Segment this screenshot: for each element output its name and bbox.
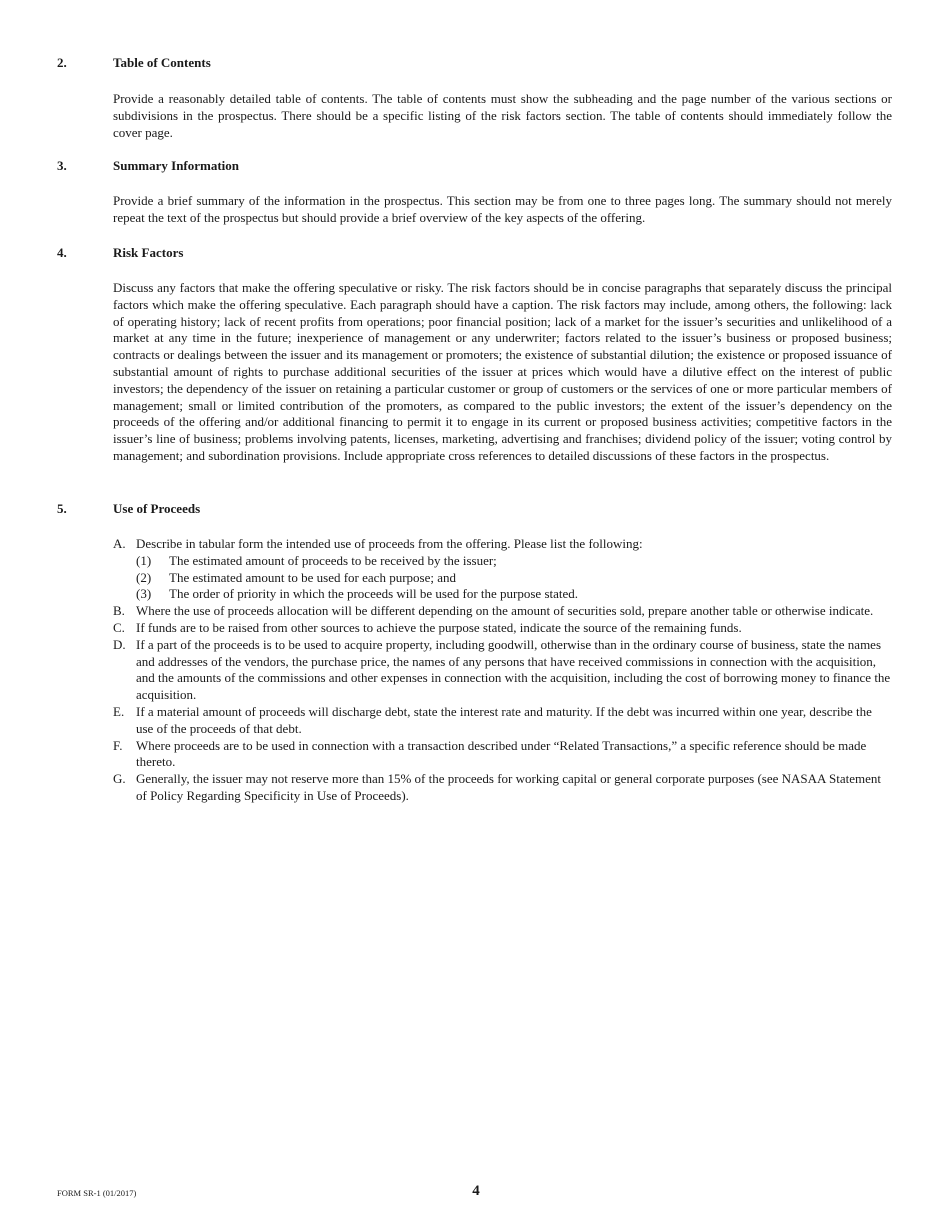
section-body: Provide a brief summary of the information in the prospectus. This section may be from one to three pages long. The summary should not merely repeat the text of the prospectus but should provide a brief overview of the key aspects of the offering. [113, 193, 892, 225]
sub-list-marker: (3) [136, 586, 152, 602]
sub-list-marker: (2) [136, 569, 152, 585]
section-title: Summary Information [113, 158, 240, 173]
sub-list-marker: (1) [136, 552, 152, 568]
sub-list-item-text: The estimated amount to be used for each purpose; and [169, 569, 456, 585]
section-number: 2. [57, 55, 67, 70]
list-item [113, 771, 892, 805]
list-item [113, 536, 892, 553]
list-marker: G. [113, 771, 126, 787]
sub-list-item [136, 570, 892, 587]
sub-list-item-text: The estimated amount of proceeds to be received by the issuer; [169, 552, 497, 568]
list-marker: B. [113, 603, 125, 619]
list-marker: A. [113, 536, 126, 551]
section-body: Provide a reasonably detailed table of contents. The table of contents must show the subheading and the page number of the various sections or subdivisions in the prospectus. There should be a specific listing of the risk factors section. The table of contents should immediately follow the cover page. [113, 91, 892, 140]
section-body: Discuss any factors that make the offering speculative or risky. The risk factors should be in concise paragraphs that separately discuss the principal factors which make the offering speculative. Each paragraph should have a caption. The risk factors may include, among others, the following: lack of operating history; lack of recent profits from operations; poor financial position; lack of a market for the issuer’s securities and unlikelihood of a market at any time in the future; inexperience of management or any underwriter; factors related to the issuer’s business or proposed business; contracts or dealings between the issuer and its management or promoters; the existence of substantial dilution; the existence or proposed issuance of substantial amount of rights to purchase additional securities of the issuer at prices which would have a dilutive effect on the interest of public investors; the dependency of the issuer on retaining a particular customer or group of customers or the services of one or more particular members of management; small or limited contribution of the promoters, as compared to the public investors; the extent of the issuer’s dependency on the proceeds of the offering and/or additional financing to permit it to engage in its current or proposed business activities; competitive factors in the issuer’s line of business; problems involving patents, licenses, marketing, advertising and franchises; dividend policy of the issuer; voting control by management; and subordination provisions. Include appropriate cross references to detailed discussions of these factors in the prospectus. [113, 280, 892, 463]
list-marker: F. [113, 737, 123, 753]
list-item-text: Describe in tabular form the intended use of proceeds from the offering. Please list the following: [136, 536, 643, 551]
list-marker: C. [113, 619, 125, 635]
form-identifier: FORM SR-1 (01/2017) [57, 1188, 137, 1198]
list-item-text: Where proceeds are to be used in connection with a transaction described under “Related Transactions,” a specific reference should be made thereto. [136, 737, 867, 770]
list-item-text: If a part of the proceeds is to be used to acquire property, including goodwill, otherwise than in the ordinary course of business, state the names and addresses of the vendors, the purchase price, the names of any persons that have received commissions in connection with the acquisition, and the amounts of the commissions and other expenses in connection with the acquisition, including the cost of borrowing money to finance the acquisition. [136, 636, 891, 703]
list-item [113, 620, 892, 637]
sub-list-item [136, 586, 892, 603]
proceeds-list [113, 536, 892, 805]
list-item-text: If a material amount of proceeds will discharge debt, state the interest rate and maturity. If the debt was incurred within one year, describe the use of the proceeds of that debt. [136, 703, 872, 736]
section-title: Use of Proceeds [113, 501, 201, 516]
section-number: 3. [57, 158, 67, 173]
list-item [113, 603, 892, 620]
list-item [113, 738, 892, 772]
section-title: Table of Contents [113, 55, 211, 70]
list-item-text: Generally, the issuer may not reserve more than 15% of the proceeds for working capital or general corporate purposes (see NASAA Statement of Policy Regarding Specificity in Use of Proceeds). [136, 771, 881, 803]
page-number: 4 [472, 1183, 480, 1199]
list-marker: E. [113, 703, 125, 719]
list-item-text: Where the use of proceeds allocation will be different depending on the amount of securities sold, prepare another table or otherwise indicate. [136, 603, 874, 619]
list-item [113, 704, 892, 738]
section-number: 5. [57, 501, 67, 516]
sub-list-item-text: The order of priority in which the proceeds will be used for the purpose stated. [169, 586, 579, 602]
section-number: 4. [57, 245, 67, 260]
list-marker: D. [113, 636, 126, 652]
section-title: Risk Factors [113, 245, 184, 260]
sub-list-item [136, 553, 892, 570]
list-item [113, 637, 892, 704]
list-item-text: If funds are to be raised from other sources to achieve the purpose stated, indicate the source of the remaining funds. [136, 619, 742, 635]
